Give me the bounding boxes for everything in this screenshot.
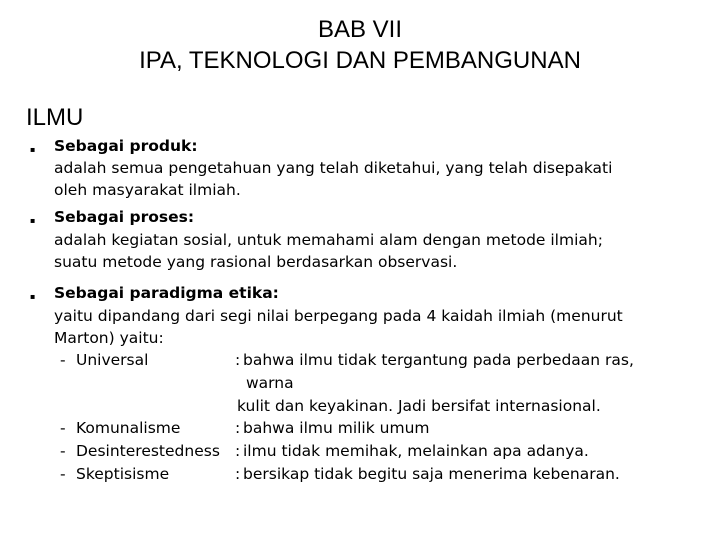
kaidah-term-universal: Universal <box>76 351 149 369</box>
kaidah-dash: - <box>60 351 66 369</box>
item-body-produk <box>54 157 612 201</box>
item-heading-produk: Sebagai produk: <box>54 137 198 155</box>
item-heading-proses: Sebagai proses: <box>54 208 195 226</box>
kaidah-colon: : <box>235 442 241 460</box>
kaidah-desc-skeptisisme: bersikap tidak begitu saja menerima kebenaran. <box>243 465 620 483</box>
item-body-line: oleh masyarakat ilmiah. <box>54 181 241 199</box>
kaidah-desc-universal-cont: warna <box>246 374 294 392</box>
kaidah-desc-desinterestedness: ilmu tidak memihak, melainkan apa adanya. <box>243 442 589 460</box>
kaidah-dash: - <box>60 419 66 437</box>
item-body-line: yaitu dipandang dari segi nilai berpegang pada 4 kaidah ilmiah (menurut <box>54 307 623 325</box>
kaidah-desc-universal: bahwa ilmu tidak tergantung pada perbedaan ras, <box>243 351 634 369</box>
bullet-icon: ▪ <box>30 216 36 225</box>
chapter-title: BAB VII <box>317 16 403 43</box>
kaidah-desc-universal-cont: kulit dan keyakinan. Jadi bersifat internasional. <box>237 397 601 415</box>
kaidah-colon: : <box>235 419 241 437</box>
kaidah-term-desinterestedness: Desinterestedness <box>76 442 220 460</box>
bullet-icon: ▪ <box>30 292 36 301</box>
kaidah-desc-komunalisme: bahwa ilmu milik umum <box>243 419 430 437</box>
kaidah-dash: - <box>60 442 66 460</box>
kaidah-colon: : <box>235 465 241 483</box>
kaidah-dash: - <box>60 465 66 483</box>
item-body-line: suatu metode yang rasional berdasarkan observasi. <box>54 253 458 271</box>
chapter-subtitle: IPA, TEKNOLOGI DAN PEMBANGUNAN <box>139 47 581 74</box>
item-heading-etika: Sebagai paradigma etika: <box>54 284 279 302</box>
item-body-etika <box>54 305 623 349</box>
kaidah-colon: : <box>235 351 241 369</box>
kaidah-term-skeptisisme: Skeptisisme <box>76 465 170 483</box>
bullet-icon: ▪ <box>30 145 36 154</box>
item-body-proses <box>54 229 603 273</box>
item-body-line: adalah semua pengetahuan yang telah diketahui, yang telah disepakati <box>54 159 613 177</box>
item-body-line: Marton) yaitu: <box>54 329 164 347</box>
kaidah-term-komunalisme: Komunalisme <box>76 419 181 437</box>
item-body-line: adalah kegiatan sosial, untuk memahami alam dengan metode ilmiah; <box>54 231 603 249</box>
slide-title <box>0 14 720 76</box>
section-heading: ILMU <box>26 104 84 131</box>
